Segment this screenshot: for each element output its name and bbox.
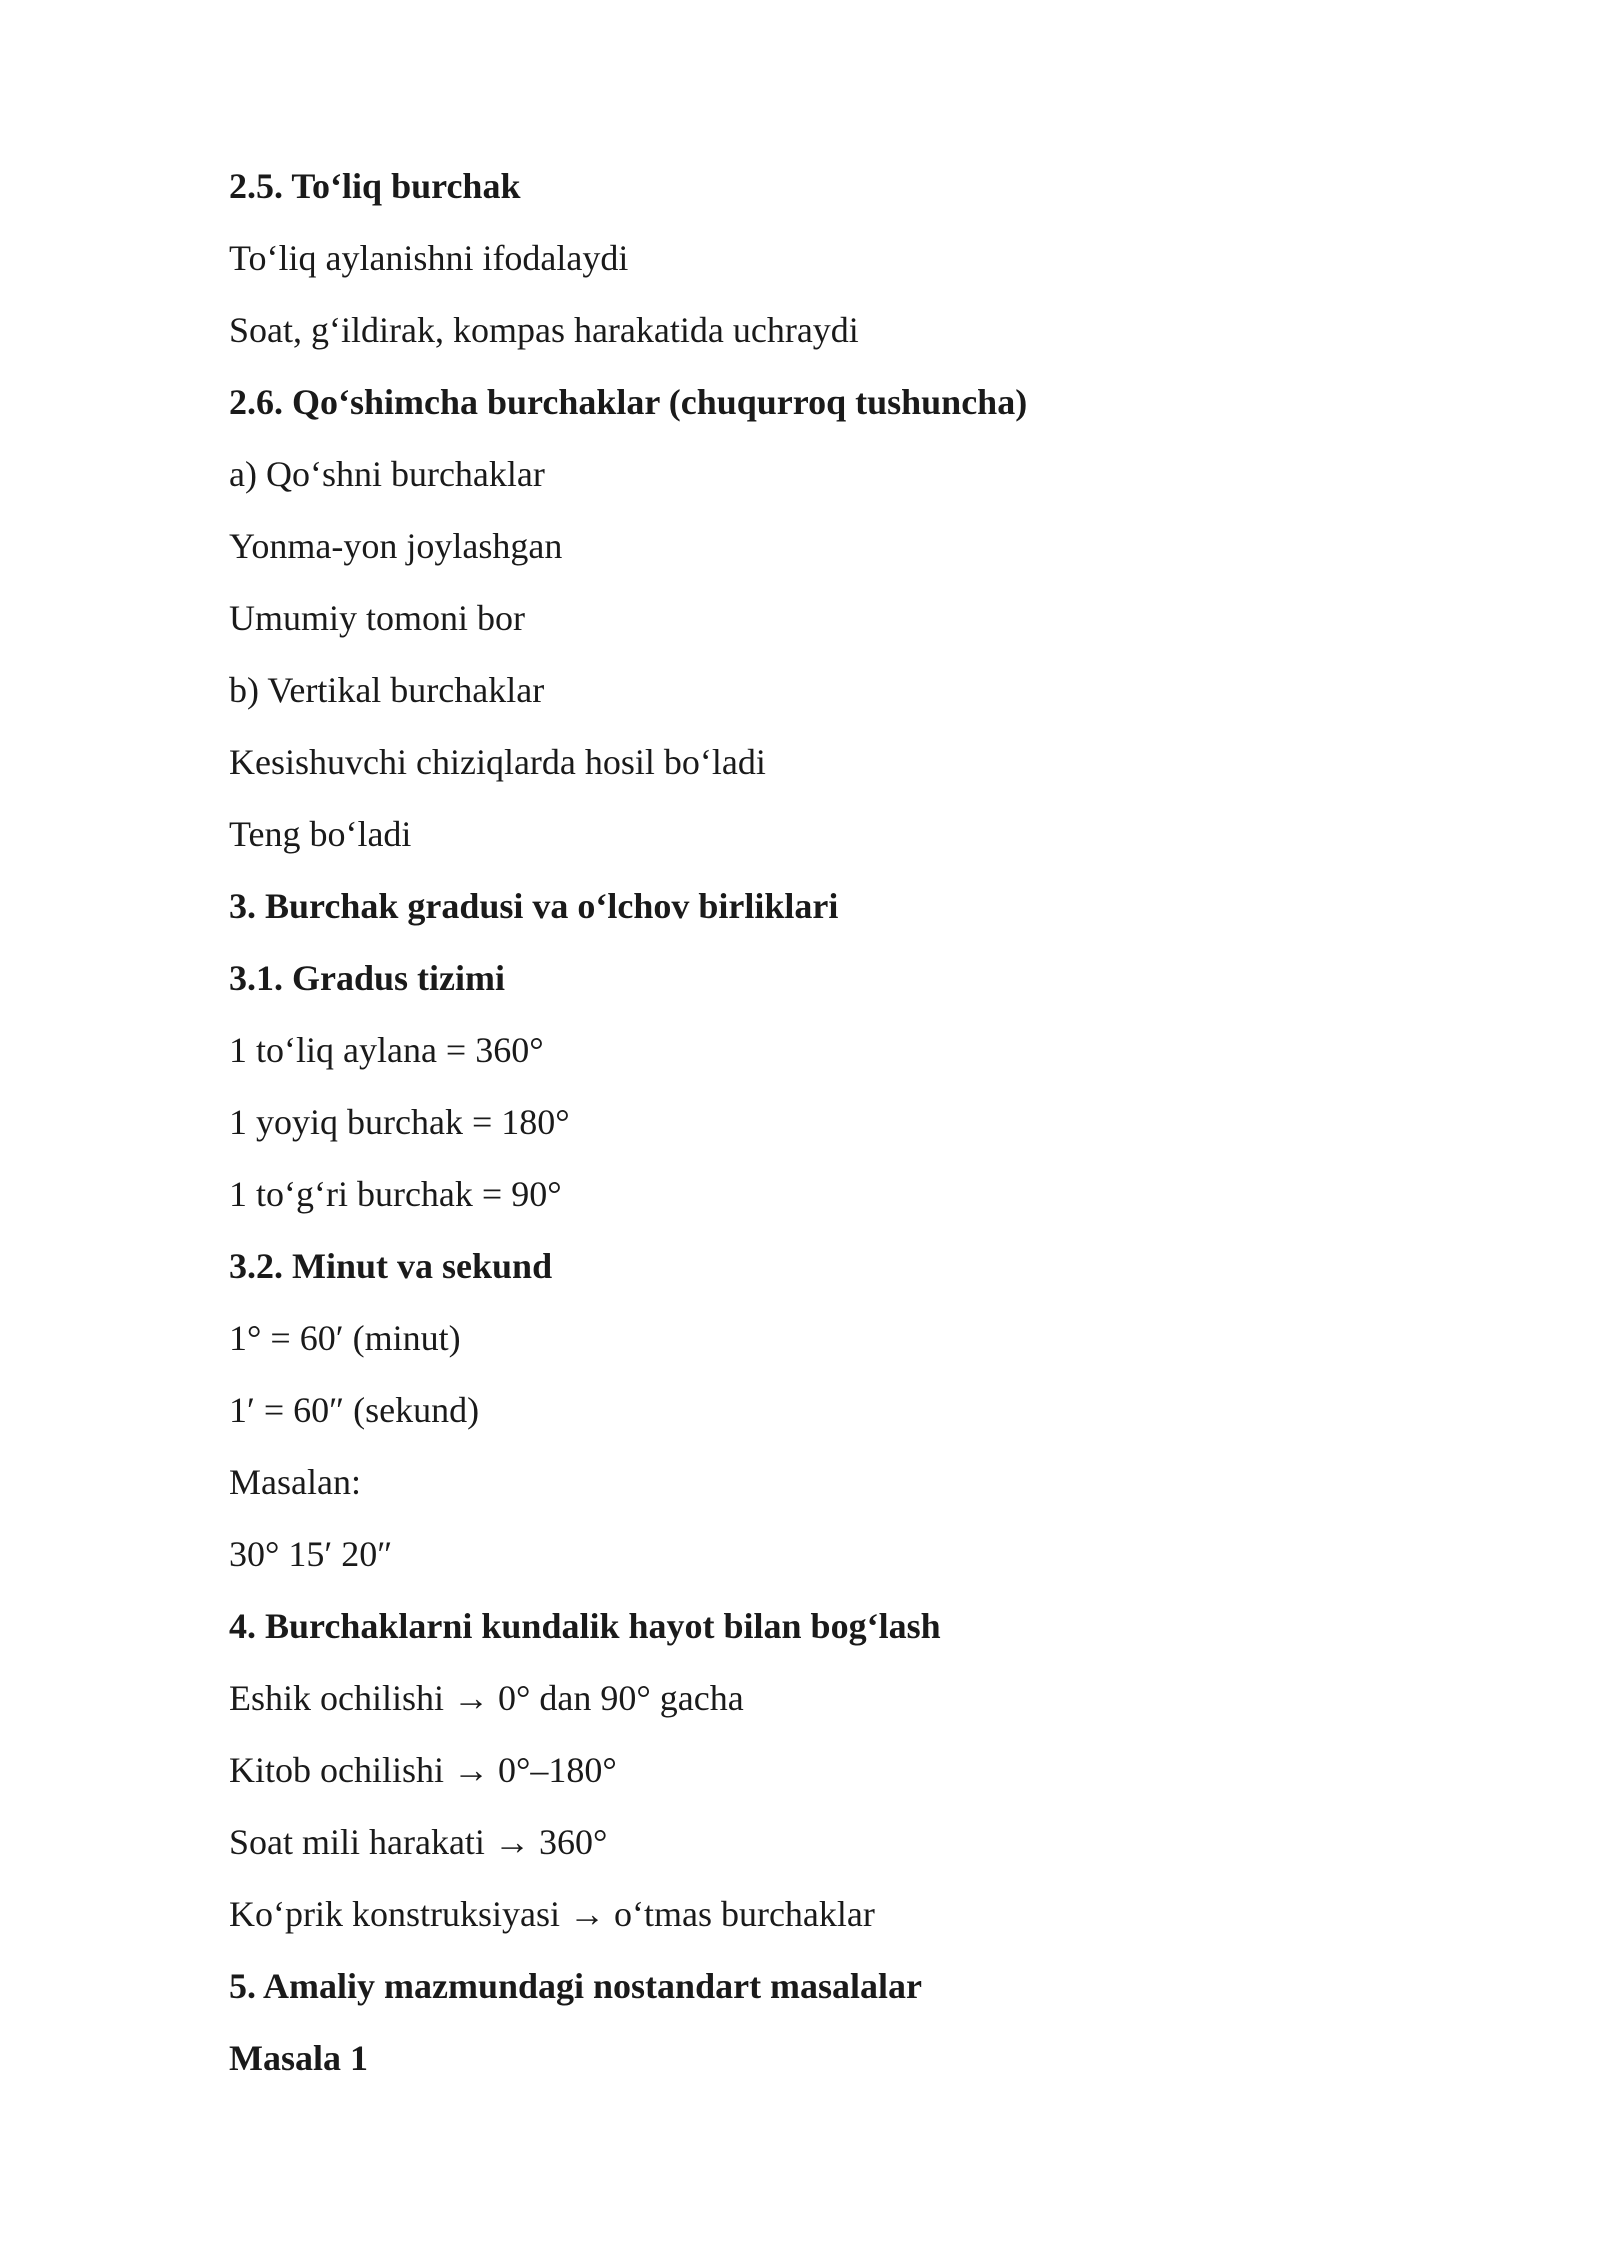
paragraph-line: Eshik ochilishi → 0° dan 90° gacha: [229, 1678, 744, 1718]
paragraph-line: Kesishuvchi chiziqlarda hosil bo‘ladi: [229, 742, 766, 782]
paragraph-line: 1 to‘liq aylana = 360°: [229, 1030, 544, 1070]
paragraph-line: Kitob ochilishi → 0°–180°: [229, 1750, 617, 1790]
paragraph-line: Masalan:: [229, 1462, 361, 1502]
heading-masala-1: Masala 1: [229, 2038, 368, 2078]
heading-3-2: 3.2. Minut va sekund: [229, 1246, 553, 1286]
heading-2-5: 2.5. To‘liq burchak: [229, 166, 521, 206]
paragraph-line: Umumiy tomoni bor: [229, 598, 525, 638]
paragraph-line: Ko‘prik konstruksiyasi → o‘tmas burchaklar: [229, 1894, 875, 1934]
paragraph-line: b) Vertikal burchaklar: [229, 670, 545, 710]
paragraph-line: To‘liq aylanishni ifodalaydi: [229, 238, 629, 278]
paragraph-line: Teng bo‘ladi: [229, 814, 412, 854]
heading-3: 3. Burchak gradusi va o‘lchov birliklari: [229, 886, 839, 926]
paragraph-line: Soat, g‘ildirak, kompas harakatida uchraydi: [229, 310, 859, 350]
heading-2-6: 2.6. Qo‘shimcha burchaklar (chuqurroq tushuncha): [229, 382, 1028, 422]
document-body: [229, 150, 1409, 2094]
paragraph-line: Yonma-yon joylashgan: [229, 526, 563, 566]
paragraph-line: a) Qo‘shni burchaklar: [229, 454, 545, 494]
paragraph-line: Soat mili harakati → 360°: [229, 1822, 608, 1862]
paragraph-line: 1° = 60′ (minut): [229, 1318, 461, 1358]
paragraph-line: 1 to‘g‘ri burchak = 90°: [229, 1174, 562, 1214]
heading-4: 4. Burchaklarni kundalik hayot bilan bog‘lash: [229, 1606, 941, 1646]
paragraph-line: 1′ = 60″ (sekund): [229, 1390, 480, 1430]
paragraph-line: 1 yoyiq burchak = 180°: [229, 1102, 570, 1142]
heading-3-1: 3.1. Gradus tizimi: [229, 958, 505, 998]
heading-5: 5. Amaliy mazmundagi nostandart masalalar: [229, 1966, 923, 2006]
paragraph-line: 30° 15′ 20″: [229, 1534, 393, 1574]
